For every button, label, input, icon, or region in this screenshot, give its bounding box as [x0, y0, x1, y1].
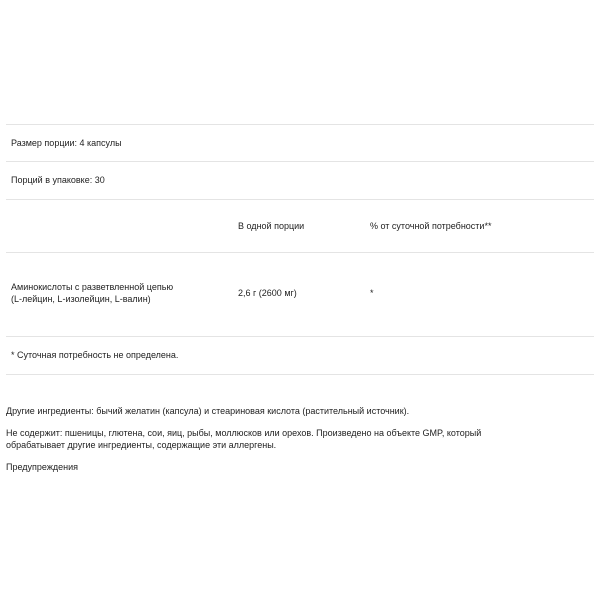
allergens-text — [6, 427, 566, 451]
allergens-line1: Не содержит: пшеницы, глютена, сои, яиц, рыбы, моллюсков или орехов. Произведено на объекте GMP, который — [6, 428, 482, 438]
additional-info — [6, 405, 566, 483]
servings-per-container-text: Порций в упаковке: 30 — [11, 175, 105, 185]
servings-per-container-row — [6, 162, 594, 200]
footnote-text: * Суточная потребность не определена. — [11, 350, 179, 360]
ingredient-amount: 2,6 г (2600 мг) — [238, 288, 297, 298]
allergens-line2: обрабатывает другие ингредиенты, содержащие эти аллергены. — [6, 440, 277, 450]
header-daily-value: % от суточной потребности** — [370, 221, 492, 231]
table-header-row — [6, 200, 594, 253]
supplement-facts-table — [6, 124, 594, 375]
ingredient-daily-value: * — [370, 288, 374, 298]
ingredient-name-line2: (L-лейцин, L-изолейцин, L-валин) — [11, 294, 151, 304]
ingredient-name — [11, 281, 221, 305]
ingredient-name-line1: Аминокислоты с разветвленной цепью — [11, 282, 174, 292]
header-amount: В одной порции — [238, 221, 305, 231]
table-row — [6, 253, 594, 337]
warnings-heading: Предупреждения — [6, 462, 78, 472]
serving-size-row — [6, 124, 594, 162]
other-ingredients-text: Другие ингредиенты: бычий желатин (капсула) и стеариновая кислота (растительный источник). — [6, 406, 410, 416]
serving-size-text: Размер порции: 4 капсулы — [11, 138, 122, 148]
footnote-row — [6, 337, 594, 375]
